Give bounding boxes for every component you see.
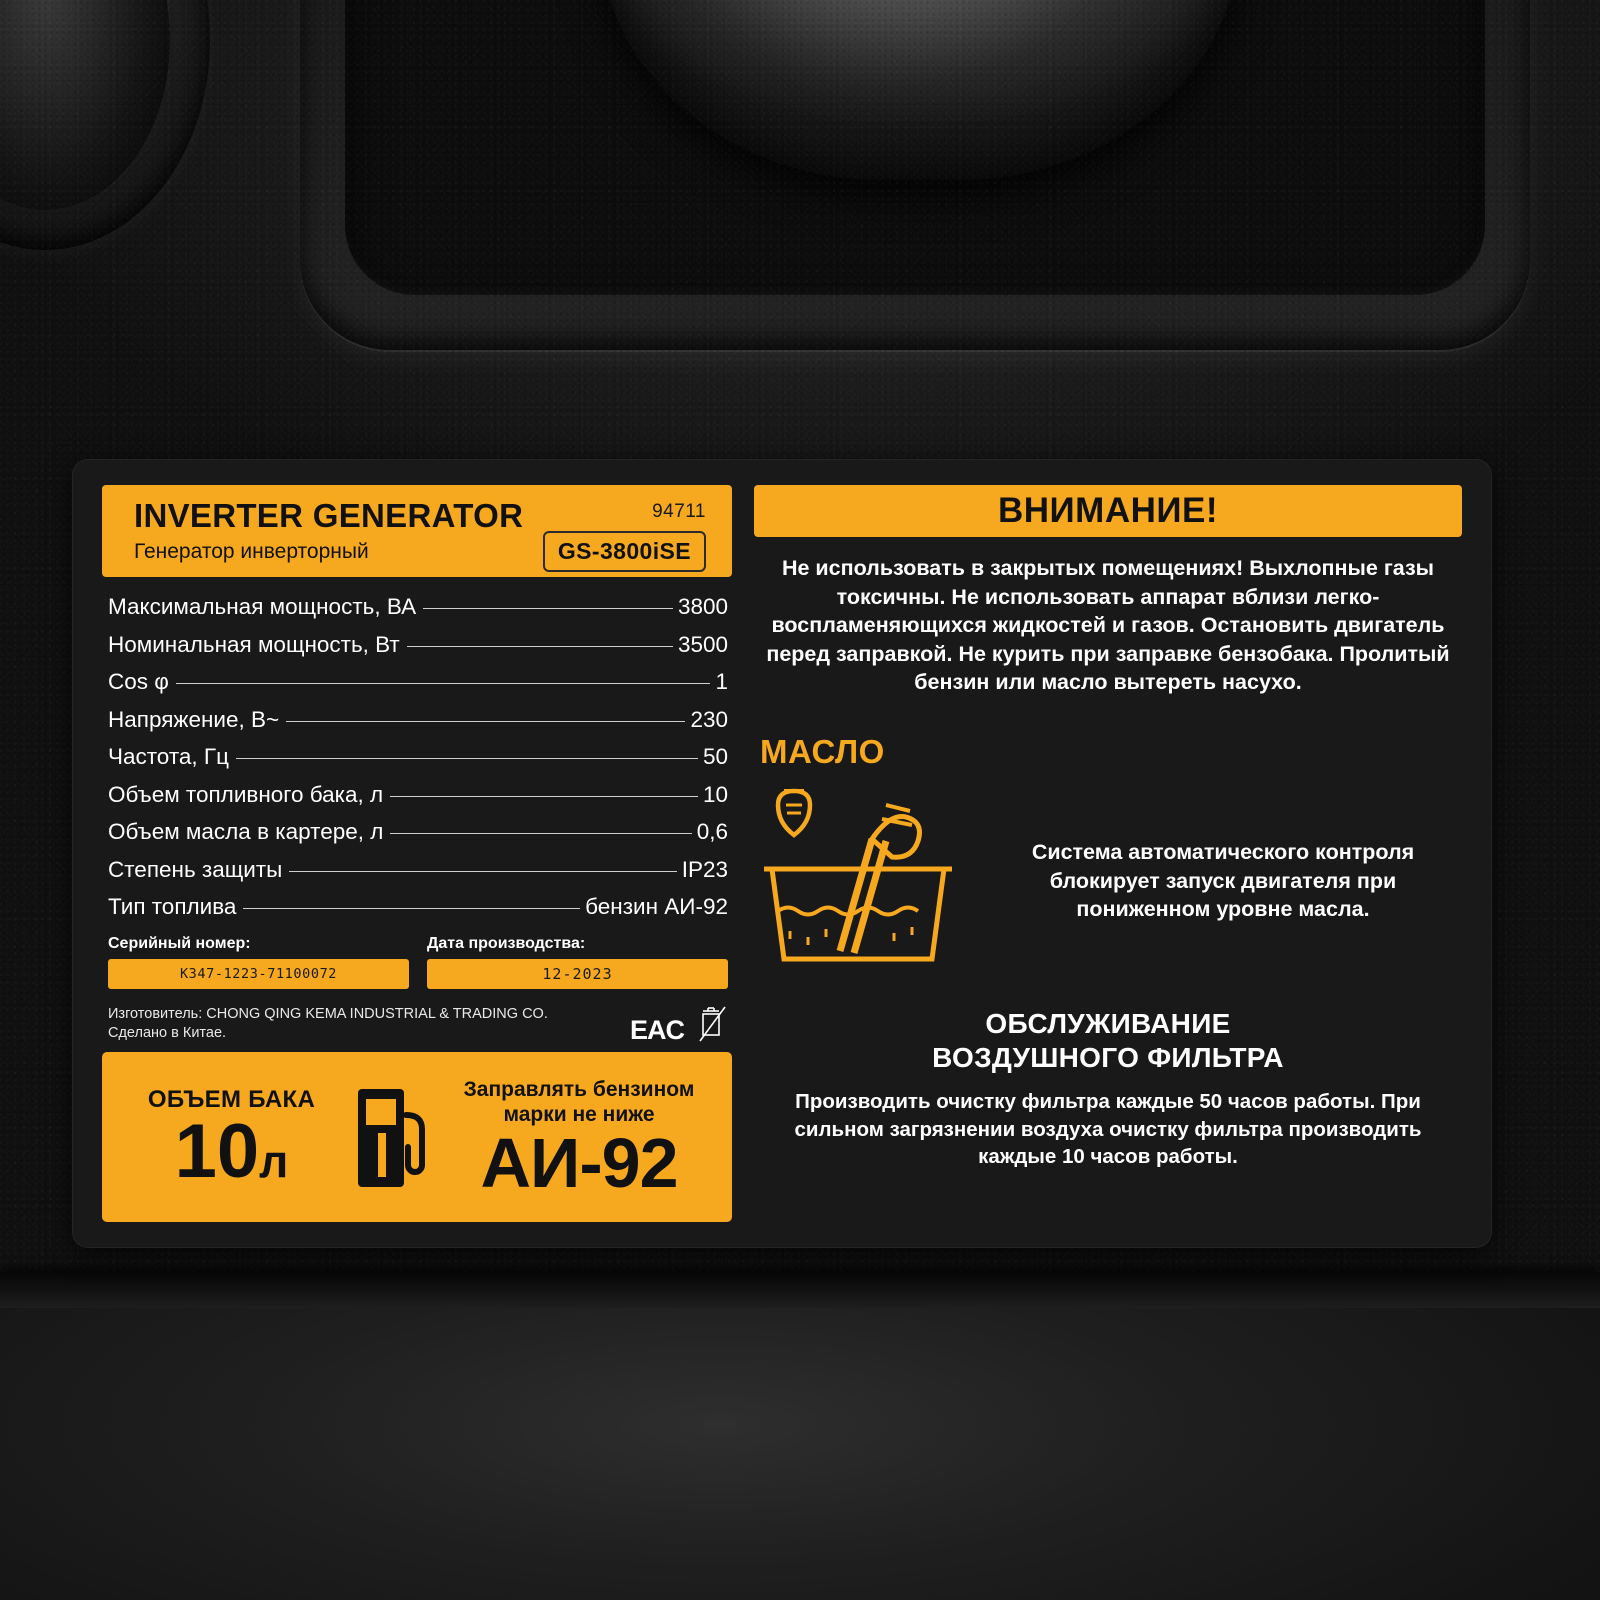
spec-leader bbox=[407, 646, 673, 647]
spec-row bbox=[108, 746, 728, 769]
spec-leader bbox=[423, 608, 673, 609]
spec-name: Максимальная мощность, ВА bbox=[108, 594, 417, 619]
spec-name: Тип топлива bbox=[108, 894, 237, 919]
label-header-titles bbox=[134, 499, 523, 564]
oil-description: Система автоматического контроля блокирует запуск двигателя при пониженном уровне масла. bbox=[1031, 840, 1415, 922]
spec-value: IP23 bbox=[681, 856, 728, 882]
fuel-pump-icon bbox=[339, 1081, 444, 1193]
spec-leader bbox=[390, 796, 698, 797]
spec-value: 50 bbox=[702, 744, 728, 769]
identification-fields bbox=[102, 935, 732, 989]
spec-value: 1 bbox=[715, 669, 728, 694]
body-seam bbox=[0, 1272, 1600, 1308]
spec-row bbox=[108, 706, 728, 732]
warning-text: Не использовать в закрытых помещениях! Выхлопные газы токсичны. Не использовать аппарат вблизи легко-воспламеняющихся жидкостей и газов. Остановить двигатель перед заправкой. Не курить при заправке бензобака. Пролитый бензин или масло вытереть насухо. bbox=[766, 556, 1450, 695]
model-number: GS-3800iSE bbox=[543, 531, 706, 572]
spec-value: 10 bbox=[702, 781, 728, 807]
production-date-value: 12-2023 bbox=[427, 959, 728, 989]
serial-number-value: K347-1223-71100072 bbox=[108, 959, 409, 989]
spec-name: Cos φ bbox=[108, 669, 169, 694]
label-header bbox=[102, 485, 732, 577]
fuel-tank-banner bbox=[102, 1052, 732, 1222]
product-title-en: INVERTER GENERATOR bbox=[134, 497, 524, 534]
tank-capacity-group bbox=[124, 1085, 339, 1194]
spec-name: Частота, Гц bbox=[108, 744, 229, 769]
fuel-grade-note bbox=[444, 1077, 714, 1127]
oil-level-dipstick-icon bbox=[754, 781, 984, 981]
lower-body-panel bbox=[0, 1308, 1600, 1600]
manufacturer-line-1: Изготовитель: CHONG QING KEMA INDUSTRIAL & TRADING CO. bbox=[108, 1005, 548, 1022]
eac-mark-icon: EAC bbox=[629, 1015, 684, 1046]
spec-label bbox=[72, 459, 1492, 1248]
warning-heading: ВНИМАНИЕ! bbox=[754, 485, 1462, 537]
serial-number-group bbox=[108, 935, 409, 989]
manufacturer-text bbox=[108, 1005, 548, 1044]
spec-leader bbox=[390, 833, 691, 834]
manufacturer-block bbox=[102, 1005, 732, 1044]
production-date-group bbox=[427, 935, 728, 989]
article-number: 94711 bbox=[652, 501, 706, 522]
spec-name: Объем масла в картере, л bbox=[108, 819, 384, 844]
fuel-grade-note-line-1: Заправлять бензином bbox=[463, 1077, 695, 1101]
spec-leader bbox=[236, 758, 698, 759]
production-date-label: Дата производства: bbox=[427, 934, 586, 952]
air-filter-description: Производить очистку фильтра каждые 50 часов работы. При сильном загрязнении воздуха очистку фильтра производить каждые 10 часов работы. bbox=[794, 1090, 1422, 1168]
tank-capacity-unit: л bbox=[259, 1134, 289, 1187]
label-header-codes bbox=[543, 499, 706, 572]
spec-row bbox=[108, 781, 728, 807]
serial-number-label: Серийный номер: bbox=[108, 934, 251, 952]
air-filter-heading-line-2: ВОЗДУШНОГО ФИЛЬТРА bbox=[932, 1042, 1284, 1074]
spec-value: 230 bbox=[690, 706, 728, 732]
fuel-grade-group bbox=[444, 1077, 714, 1202]
product-title-ru: Генератор инверторный bbox=[134, 539, 369, 563]
spec-row bbox=[108, 631, 728, 657]
tank-capacity-value bbox=[124, 1108, 339, 1194]
fuel-grade-value: АИ-92 bbox=[480, 1123, 678, 1202]
spec-row bbox=[108, 896, 728, 919]
spec-value: 0,6 bbox=[696, 819, 728, 844]
fuel-grade-note-line-2: марки не ниже bbox=[503, 1102, 655, 1126]
spec-row bbox=[108, 856, 728, 882]
spec-row bbox=[108, 821, 728, 844]
tank-capacity-number: 10 bbox=[174, 1108, 260, 1194]
spec-name: Номинальная мощность, Вт bbox=[108, 631, 400, 657]
air-filter-heading-line-1: ОБСЛУЖИВАНИЕ bbox=[985, 1007, 1231, 1039]
crossed-out-wheelie-bin-icon bbox=[698, 1005, 728, 1043]
oil-heading: МАСЛО bbox=[760, 732, 885, 770]
label-right-column bbox=[754, 485, 1462, 1222]
tank-capacity-label: ОБЪЕМ БАКА bbox=[147, 1085, 316, 1113]
spec-row bbox=[108, 596, 728, 619]
spec-name: Напряжение, В~ bbox=[108, 706, 280, 732]
spec-name: Объем топливного бака, л bbox=[108, 781, 384, 807]
air-filter-heading bbox=[754, 1007, 1462, 1075]
label-left-column bbox=[102, 485, 732, 1222]
spec-leader bbox=[176, 683, 711, 684]
spec-value: бензин АИ-92 bbox=[585, 894, 728, 919]
certification-marks bbox=[630, 1005, 728, 1044]
spec-leader bbox=[286, 721, 685, 722]
spec-name: Степень защиты bbox=[108, 856, 283, 882]
spec-value: 3500 bbox=[677, 631, 728, 657]
spec-value: 3800 bbox=[677, 594, 728, 619]
spec-leader bbox=[243, 908, 580, 909]
spec-leader bbox=[289, 871, 676, 872]
manufacturer-line-2: Сделано в Китае. bbox=[108, 1025, 227, 1042]
spec-row bbox=[108, 671, 728, 694]
specifications-list bbox=[102, 596, 732, 919]
oil-section bbox=[754, 781, 1462, 981]
